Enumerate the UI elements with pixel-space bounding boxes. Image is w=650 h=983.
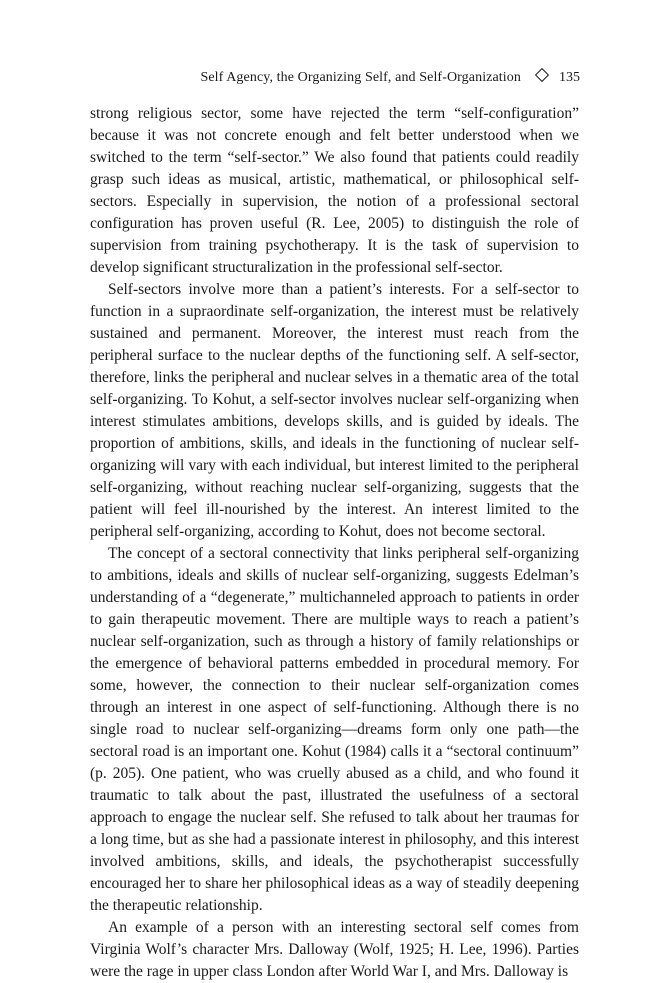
body-text [90, 103, 579, 983]
running-head [200, 69, 580, 87]
paragraph: strong religious sector, some have rejected the term “self-configuration” because it was not concrete enough and felt better understood when we switched to the term “self-sector.” We also found that patients could readily grasp such ideas as musical, artistic, mathematical, or philosophical self-sectors. Especially in supervision, the notion of a professional sectoral configuration has proven useful (R. Lee, 2005) to distinguish the role of supervision from training psychotherapy. It is the task of supervision to develop significant structuralization in the professional self-sector. [90, 105, 579, 276]
page-number: 135 [559, 70, 580, 85]
diamond-icon [535, 68, 549, 82]
paragraph: An example of a person with an interesting sectoral self comes from Virginia Wolf’s character Mrs. Dalloway (Wolf, 1925; H. Lee, 1996). Parties were the rage in upper class London after World War I, and Mrs. Dalloway is [90, 919, 579, 980]
running-title: Self Agency, the Organizing Self, and Self-Organization [200, 70, 521, 85]
paragraph: The concept of a sectoral connectivity that links peripheral self-organizing to ambitions, ideals and skills of nuclear self-organizing, suggests Edelman’s understanding of a “degenerate,” multichanneled approach to patients in order to gain therapeutic movement. There are multiple ways to reach a patient’s nuclear self-organization, such as through a history of family relationships or the emergence of behavioral patterns embedded in procedural memory. For some, however, the connection to their nuclear self-organization comes through an interest in one aspect of self-functioning. Although there is no single road to nuclear self-organizing—dreams form only one path—the sectoral road is an important one. Kohut (1984) calls it a “sectoral continuum” (p. 205). One patient, who was cruelly abused as a child, and who found it traumatic to talk about the past, illustrated the usefulness of a sectoral approach to engage the nuclear self. She refused to talk about her traumas for a long time, but as she had a passionate interest in philosophy, and this interest involved ambitions, skills, and ideals, the psychotherapist successfully encouraged her to share her philosophical ideas as a way of steadily deepening the therapeutic relationship. [90, 545, 579, 914]
paragraph: Self-sectors involve more than a patient’s interests. For a self-sector to function in a supraordinate self-organization, the interest must be relatively sustained and permanent. Moreover, the interest must reach from the peripheral surface to the nuclear depths of the functioning self. A self-sector, therefore, links the peripheral and nuclear selves in a thematic area of the total self-organizing. To Kohut, a self-sector involves nuclear self-organizing when interest stimulates ambitions, develops skills, and is guided by ideals. The proportion of ambitions, skills, and ideals in the functioning of nuclear self-organizing will vary with each individual, but interest limited to the peripheral self-organizing, without reaching nuclear self-organizing, suggests that the patient will feel ill-nourished by the interest. An interest limited to the peripheral self-organizing, according to Kohut, does not become sectoral. [90, 281, 579, 540]
